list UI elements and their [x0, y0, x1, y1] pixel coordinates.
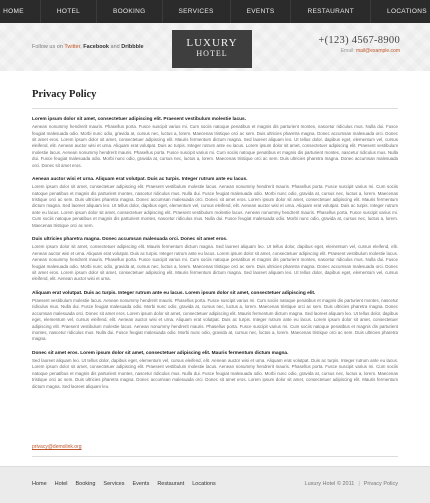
policy-section: [32, 291, 398, 343]
nav-restaurant[interactable]: RESTAURANT: [291, 0, 371, 23]
section-heading: Duis ultricies pharetra magna. Donec accumsan malesuada orci. Donec sit amet eros.: [32, 237, 228, 243]
privacy-email-link[interactable]: privacy@demolink.org: [32, 444, 82, 450]
follow-prefix: Follow us on: [32, 44, 63, 50]
section-body: Lorem ipsum dolor sit amet, consectetuer adipiscing elit. Praesent vestibulum molestie lacus. Aenean nonummy hendrerit mauris. Phasellus porta. Fusce suscipit varius mi. Cum sociis natoque penatibus et magnis dis parturient montes, nascetur ridiculus mus. Nulla dui. Fusce feugiat malesuada odio. Morbi nunc odio, gravida at, cursus nec, luctus a, lorem. Maecenas tristique orci ac sem. Duis ultricies pharetra magna. Donec accumsan malesuada orci. Donec sit amet eros. Lorem ipsum dolor sit amet, consectetuer adipiscing elit. Mauris fermentum dictum magna. Sed laoreet aliquam leo. Ut tellus dolor, dapibus eget, elementum vel, cursus eleifend, elit. Aenean auctor wisi et urna. Aliquam erat volutpat. Duis ac turpis. Integer rutrum ante eu lacus. Lorem ipsum dolor sit amet, consectetuer adipiscing elit. Praesent vestibulum molestie lacus. Aenean nonummy hendrerit mauris. Phasellus porta. Fusce suscipit varius mi. Cum sociis natoque penatibus et magnis dis parturient montes, nascetur ridiculus mus. Nulla dui. Fusce feugiat malesuada odio. Morbi nunc odio, gravida at, cursus nec, luctus a, lorem. Maecenas tristique orci ac sem.: [32, 184, 398, 228]
section-heading: Donec sit amet eros. Lorem ipsum dolor sit amet, consectetuer adipiscing elit. Mauris fermentum dictum magna.: [32, 350, 289, 356]
footer-nav-home[interactable]: Home: [32, 481, 47, 487]
policy-section: [32, 237, 398, 283]
nav-locations[interactable]: LOCATIONS: [371, 0, 430, 23]
section-body: Lorem ipsum dolor sit amet, consectetuer adipiscing elit. Mauris fermentum dictum magna. Sed laoreet aliquam leo. Ut tellus dolor, dapibus eget, elementum vel, cursus eleifend, elit. Aenean auctor wisi et urna. Aliquam erat volutpat. Duis ac turpis. Integer rutrum ante eu lacus. Lorem ipsum dolor sit amet, consectetuer adipiscing elit. Praesent vestibulum molestie lacus. Aenean nonummy hendrerit mauris. Phasellus porta. Fusce suscipit varius mi. Cum sociis natoque penatibus et magnis dis parturient montes, nascetur ridiculus mus. Nulla dui. Fusce feugiat malesuada odio. Morbi nunc odio, gravida at, cursus nec, luctus a, lorem. Maecenas tristique orci ac sem. Duis ultricies pharetra magna. Donec accumsan malesuada orci. Donec sit amet eros. Lorem ipsum dolor sit amet, consectetuer adipiscing elit. Mauris fermentum dictum magna. Sed laoreet aliquam leo. Ut tellus dolor, dapibus eget, elementum vel, cursus eleifend, elit. Aenean auctor wisi et urna.: [32, 244, 398, 282]
site-footer: [0, 466, 430, 503]
footer-right: Luxury Hotel © 2011 | Privacy Policy: [304, 481, 398, 487]
facebook-link[interactable]: Facebook: [83, 44, 109, 50]
section-body: Aenean nonummy hendrerit mauris. Phasellus porta. Fusce suscipit varius mi. Cum sociis natoque penatibus et magnis dis parturient montes, nascetur ridiculus mus. Nulla dui. Fusce feugiat malesuada odio. Morbi nunc odio, gravida at, cursus nec, luctus a, lorem. Maecenas tristique orci ac sem. Duis ultricies pharetra magna. Donec accumsan malesuada orci. Donec sit amet eros. Lorem ipsum dolor sit amet, consectetuer adipiscing elit. Mauris fermentum dictum magna. Sed laoreet aliquam leo. Ut tellus dolor, dapibus eget, elementum vel, cursus eleifend, elit. Aenean auctor wisi et urna. Aliquam erat volutpat. Duis ac turpis. Integer rutrum ante eu lacus. Lorem ipsum dolor sit amet, consectetuer adipiscing elit. Praesent vestibulum molestie lacus. Aenean nonummy hendrerit mauris. Phasellus porta. Fusce suscipit varius mi. Cum sociis natoque penatibus et magnis dis parturient montes, nascetur ridiculus mus. Nulla dui. Fusce feugiat malesuada odio. Morbi nunc odio, gravida at, cursus nec, luctus a, lorem. Maecenas tristique orci ac sem. Duis ultricies pharetra magna. Donec accumsan malesuada orci. Donec sit amet eros.: [32, 124, 398, 168]
nav-hotel[interactable]: HOTEL: [41, 0, 97, 23]
section-heading: Lorem ipsum dolor sit amet, consectetuer adipiscing elit. Praesent vestibulum molestie lacus.: [32, 117, 247, 122]
page-title: Privacy Policy: [32, 89, 398, 109]
footer-nav-events[interactable]: Events: [132, 481, 150, 487]
footer-privacy-link[interactable]: Privacy Policy: [363, 481, 398, 487]
phone-number: +(123) 4567-8900: [318, 35, 400, 46]
footer-nav-locations[interactable]: Locations: [192, 481, 216, 487]
section-body: Sed laoreet aliquam leo. Ut tellus dolor, dapibus eget, elementum vel, cursus eleifend, elit. Aenean auctor wisi et urna. Aliquam erat volutpat. Duis ac turpis. Integer rutrum ante eu lacus. Lorem ipsum dolor sit amet, consectetuer adipiscing elit. Praesent vestibulum molestie lacus. Aenean nonummy hendrerit mauris. Phasellus porta. Fusce suscipit varius mi. Cum sociis natoque penatibus et magnis dis parturient montes, nascetur ridiculus mus. Nulla dui. Fusce feugiat malesuada odio. Morbi nunc odio, gravida at, cursus nec, luctus a, lorem. Maecenas tristique orci ac sem. Duis ultricies pharetra magna. Donec accumsan malesuada orci. Donec sit amet eros. Lorem ipsum dolor sit amet, consectetuer adipiscing elit. Mauris fermentum dictum magna. Sed laoreet aliquam leo.: [32, 357, 398, 389]
policy-section: [32, 117, 398, 169]
footer-nav-restaurant[interactable]: Restaurant: [157, 481, 185, 487]
policy-section: [32, 177, 398, 229]
follow-sep: ,: [80, 44, 82, 50]
section-heading: Aenean auctor wisi et urna. Aliquam erat volutpat. Duis ac turpis. Integer rutrum ante eu lacus.: [32, 177, 248, 183]
section-body: Praesent vestibulum molestie lacus. Aenean nonummy hendrerit mauris. Phasellus porta. Fusce suscipit varius mi. Cum sociis natoque penatibus et magnis dis parturient montes, nascetur ridiculus mus. Nulla dui. Fusce feugiat malesuada odio. Morbi nunc odio, gravida at, cursus nec, luctus a, lorem. Maecenas tristique orci ac sem. Duis ultricies pharetra magna. Donec accumsan malesuada orci. Donec sit amet eros. Lorem ipsum dolor sit amet, consectetuer adipiscing elit. Mauris fermentum dictum magna. Sed laoreet aliquam leo. Ut tellus dolor, dapibus eget, elementum vel, cursus eleifend, elit. Aenean auctor wisi et urna. Aliquam erat volutpat. Duis ac turpis. Integer rutrum ante eu lacus. Lorem ipsum dolor sit amet, consectetuer adipiscing elit. Praesent vestibulum molestie lacus. Aenean nonummy hendrerit mauris. Phasellus porta. Fusce suscipit varius mi. Cum sociis natoque penatibus et magnis dis parturient montes, nascetur ridiculus mus. Nulla dui. Fusce feugiat malesuada odio. Morbi nunc odio, gravida at, cursus nec, luctus a, lorem. Maecenas tristique orci ac sem. Duis ultricies pharetra magna.: [32, 297, 398, 342]
follow-and: and: [110, 44, 120, 50]
main-content: [32, 89, 398, 390]
top-navigation: [0, 0, 430, 24]
contact-block: [318, 35, 400, 54]
site-logo[interactable]: [172, 30, 252, 68]
section-heading: Aliquam erat volutpat. Duis ac turpis. Integer rutrum ante eu lacus. Lorem ipsum dolor sit amet, consectetuer adipiscing elit.: [32, 290, 316, 296]
footer-navigation: [32, 481, 216, 487]
contact-email-line: [318, 48, 400, 54]
logo-line2: HOTEL: [196, 49, 228, 58]
footer-nav-booking[interactable]: Booking: [75, 481, 96, 487]
copyright: Luxury Hotel © 2011: [304, 481, 355, 487]
policy-section: [32, 351, 398, 390]
header-email-link[interactable]: mail@example.com: [356, 48, 400, 54]
follow-us: [32, 44, 144, 50]
site-header: [0, 23, 430, 71]
nav-events[interactable]: EVENTS: [231, 0, 292, 23]
email-prefix: Email:: [340, 48, 355, 54]
footer-nav-services[interactable]: Services: [103, 481, 125, 487]
logo-line1: LUXURY: [186, 37, 238, 49]
nav-services[interactable]: SERVICES: [163, 0, 231, 23]
dribbble-link[interactable]: Dribbble: [121, 44, 144, 50]
content-divider: [32, 456, 398, 457]
nav-booking[interactable]: BOOKING: [97, 0, 162, 23]
nav-home[interactable]: HOME: [0, 0, 41, 23]
twitter-link[interactable]: Twitter: [64, 44, 81, 50]
footer-nav-hotel[interactable]: Hotel: [54, 481, 68, 487]
